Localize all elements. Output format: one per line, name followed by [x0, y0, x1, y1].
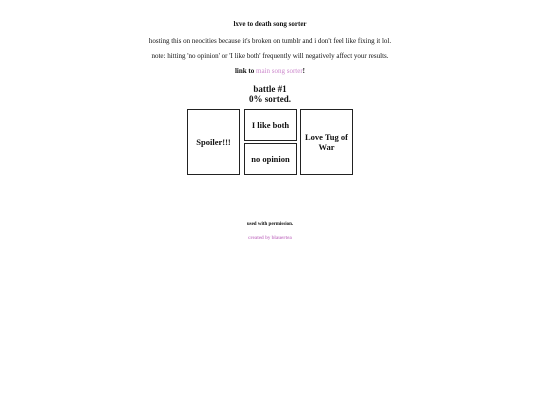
link-prefix: link to	[234, 67, 255, 75]
left-option-label: Spoiler!!!	[196, 137, 231, 147]
left-option-button[interactable]	[187, 109, 240, 175]
like-both-button[interactable]	[244, 109, 297, 141]
like-both-label: I like both	[251, 120, 290, 130]
progress-text: 0% sorted.	[249, 94, 291, 104]
main-sorter-link[interactable]: main song sorter	[256, 67, 303, 75]
right-option-label: Love Tug of War	[305, 132, 348, 152]
right-option-button[interactable]	[300, 109, 353, 175]
battle-number: battle #1	[253, 84, 287, 94]
page-title: lxve to death song sorter	[233, 20, 307, 28]
no-opinion-button[interactable]	[244, 143, 297, 175]
link-line	[0, 67, 540, 75]
hosting-note: hosting this on neocities because it's broken on tumblr and i don't feel like fixing it lol.	[148, 37, 392, 45]
permission-note: used with permission.	[246, 222, 294, 227]
battle-info	[0, 84, 540, 104]
link-suffix: !	[302, 67, 306, 75]
warning-note: note: hitting 'no opinion' or 'I like both' frequently will negatively affect your results.	[151, 52, 389, 60]
no-opinion-label: no opinion	[251, 154, 290, 164]
creator-credit-link[interactable]: created by blauertea	[248, 236, 292, 241]
